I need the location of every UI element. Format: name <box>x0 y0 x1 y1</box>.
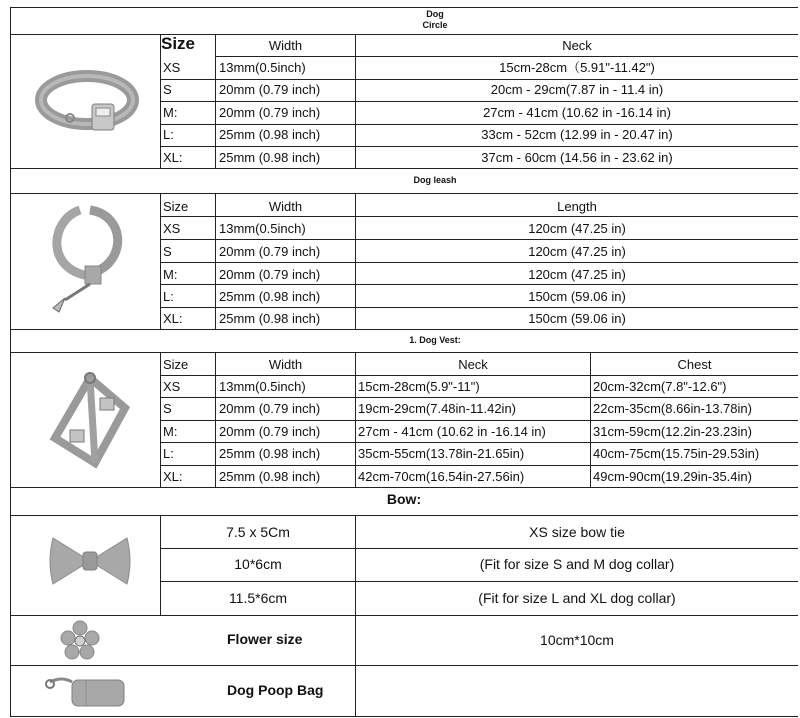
collar-width-m: 20mm (0.79 inch) <box>219 105 321 120</box>
leash-length-xl: 150cm (59.06 in) <box>528 311 626 326</box>
bow-size-lxl: 11.5*6cm <box>228 590 288 606</box>
collar-neck-xs: 15cm-28cm（5.91"-11.42") <box>499 60 655 75</box>
vest-size-l: L: <box>163 446 174 461</box>
leash-width-m: 20mm (0.79 inch) <box>219 267 321 282</box>
vest-width-header: Width <box>268 357 303 372</box>
vest-width-m: 20mm (0.79 inch) <box>219 424 321 439</box>
bow-fit-sm: (Fit for size S and M dog collar) <box>479 556 675 572</box>
vest-width-s: 20mm (0.79 inch) <box>219 401 321 416</box>
collar-size-s: S <box>163 82 172 97</box>
leash-size-m: M: <box>163 267 178 282</box>
bow-title: Bow: <box>386 491 422 507</box>
leash-size-l: L: <box>163 289 174 304</box>
bow-fit-xs: XS size bow tie <box>529 524 625 540</box>
vest-width-xl: 25mm (0.98 inch) <box>219 469 321 484</box>
vest-title: 1. Dog Vest: <box>409 335 461 345</box>
vest-neck-m: 27cm - 41cm (10.62 in -16.14 in) <box>358 424 546 439</box>
collar-neck-l: 33cm - 52cm (12.99 in - 20.47 in) <box>481 127 673 142</box>
vest-size-m: M: <box>163 424 178 439</box>
vest-width-xs: 13mm(0.5inch) <box>219 379 306 394</box>
collar-size-header: Size <box>161 34 196 53</box>
leash-size-xl: XL: <box>163 311 183 326</box>
poop-bag-holder-icon <box>42 672 132 712</box>
vest-chest-header: Chest <box>677 357 712 372</box>
dog-harness-icon <box>40 368 140 480</box>
leash-size-xs: XS <box>163 221 181 236</box>
leash-width-header: Width <box>268 199 303 214</box>
leash-length-s: 120cm (47.25 in) <box>528 244 626 259</box>
vest-neck-header: Neck <box>458 357 488 372</box>
leash-width-xl: 25mm (0.98 inch) <box>219 311 321 326</box>
leash-width-l: 25mm (0.98 inch) <box>219 289 321 304</box>
collar-width-l: 25mm (0.98 inch) <box>219 127 321 142</box>
collar-width-xs: 13mm(0.5inch) <box>219 60 306 75</box>
collar-width-s: 20mm (0.79 inch) <box>219 82 321 97</box>
leash-length-l: 150cm (59.06 in) <box>528 289 626 304</box>
bow-fit-lxl: (Fit for size L and XL dog collar) <box>478 590 676 606</box>
bow-size-xs: 7.5 x 5Cm <box>226 524 290 540</box>
leash-size-header: Size <box>163 199 189 214</box>
leash-length-header: Length <box>557 199 597 214</box>
bow-tie-icon <box>45 530 135 592</box>
vest-size-s: S <box>163 401 172 416</box>
vest-chest-l: 40cm-75cm(15.75in-29.53in) <box>593 446 760 461</box>
leash-length-m: 120cm (47.25 in) <box>528 267 626 282</box>
collar-size-xl: XL: <box>163 150 183 165</box>
vest-neck-xs: 15cm-28cm(5.9"-11") <box>358 379 480 394</box>
collar-width-header: Width <box>268 38 303 53</box>
collar-width-xl: 25mm (0.98 inch) <box>219 150 321 165</box>
poop-bag-label: Dog Poop Bag <box>227 682 324 698</box>
vest-neck-s: 19cm-29cm(7.48in-11.42in) <box>358 401 516 416</box>
dog-leash-icon <box>35 200 135 320</box>
leash-length-xs: 120cm (47.25 in) <box>528 221 626 236</box>
vest-chest-xs: 20cm-32cm(7.8"-12.6") <box>593 379 727 394</box>
flower-size-value: 10cm*10cm <box>540 632 614 648</box>
leash-width-s: 20mm (0.79 inch) <box>219 244 321 259</box>
flower-icon <box>60 620 100 660</box>
collar-size-m: M: <box>163 105 178 120</box>
collar-neck-xl: 37cm - 60cm (14.56 in - 23.62 in) <box>481 150 673 165</box>
vest-chest-s: 22cm-35cm(8.66in-13.78in) <box>593 401 752 416</box>
vest-size-xs: XS <box>163 379 181 394</box>
collar-title-line1: Dog <box>426 9 444 19</box>
vest-chest-m: 31cm-59cm(12.2in-23.23in) <box>593 424 752 439</box>
collar-neck-m: 27cm - 41cm (10.62 in -16.14 in) <box>483 105 671 120</box>
collar-size-xs: XS <box>163 60 181 75</box>
collar-neck-header: Neck <box>562 38 592 53</box>
vest-width-l: 25mm (0.98 inch) <box>219 446 321 461</box>
vest-neck-l: 35cm-55cm(13.78in-21.65in) <box>358 446 525 461</box>
leash-title: Dog leash <box>413 175 457 185</box>
flower-label: Flower size <box>227 631 303 647</box>
bow-size-sm: 10*6cm <box>234 556 282 572</box>
vest-size-xl: XL: <box>163 469 183 484</box>
vest-size-header: Size <box>163 357 189 372</box>
vest-chest-xl: 49cm-90cm(19.29in-35.4in) <box>593 469 752 484</box>
collar-size-l: L: <box>163 127 174 142</box>
collar-neck-s: 20cm - 29cm(7.87 in - 11.4 in) <box>490 82 664 97</box>
dog-collar-icon <box>30 60 145 145</box>
leash-width-xs: 13mm(0.5inch) <box>219 221 306 236</box>
collar-title <box>380 9 490 31</box>
leash-size-s: S <box>163 244 172 259</box>
vest-neck-xl: 42cm-70cm(16.54in-27.56in) <box>358 469 525 484</box>
collar-title-line2: Circle <box>422 20 448 30</box>
